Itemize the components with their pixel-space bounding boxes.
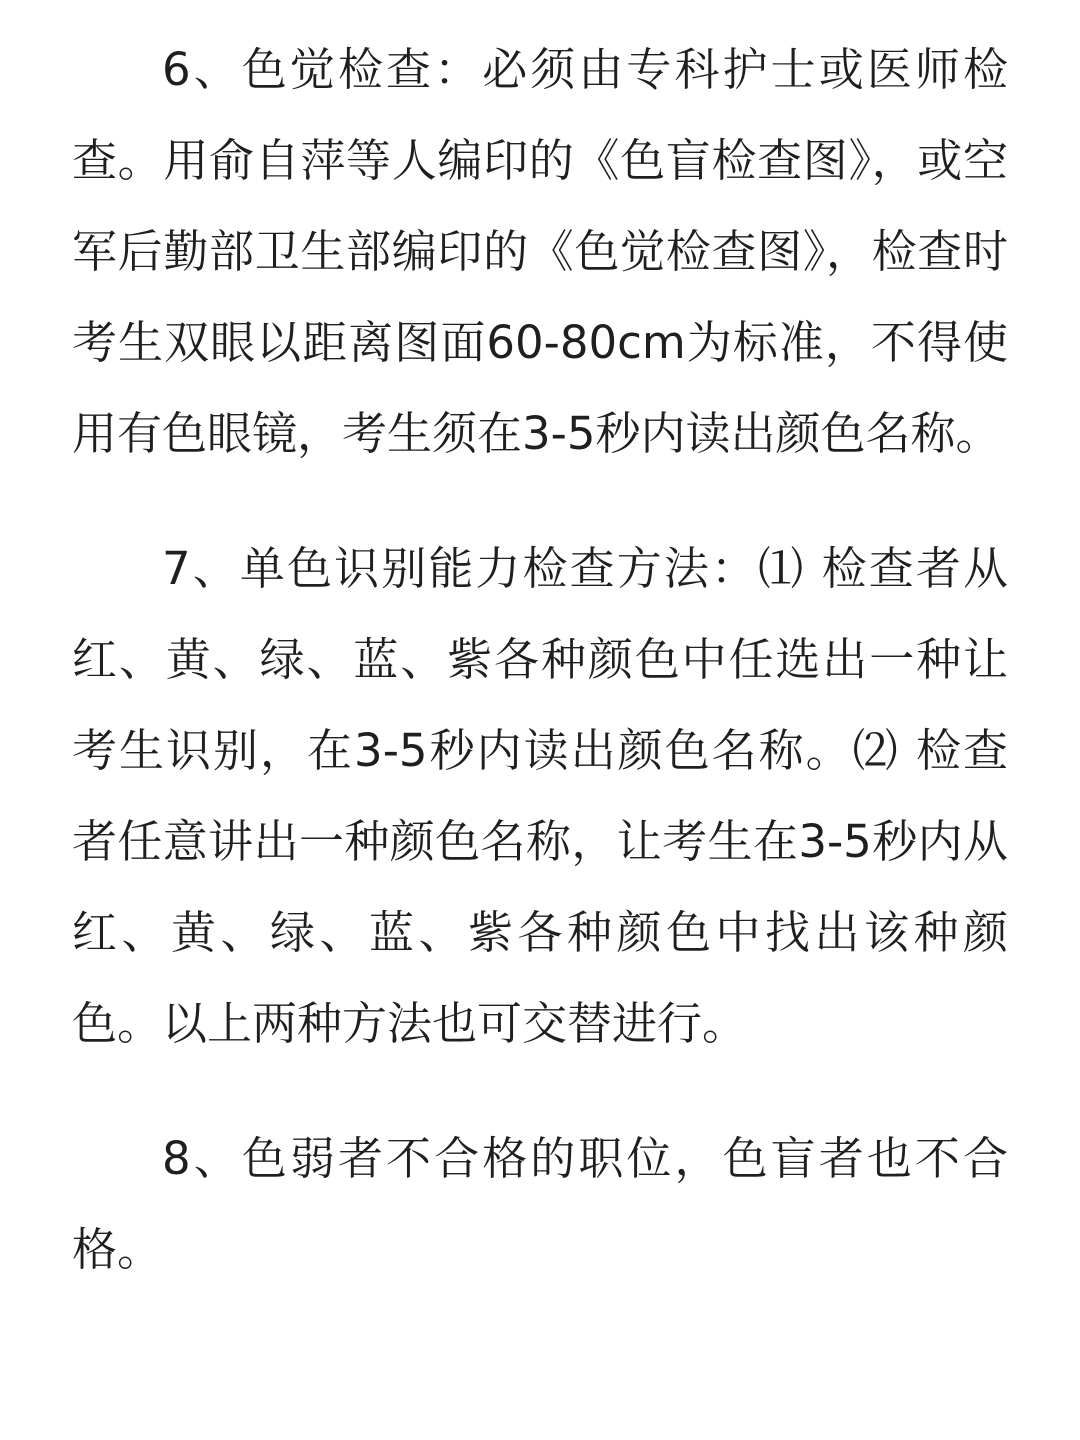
document-body bbox=[72, 24, 1008, 1295]
paragraph-single-color-method: 7、单色识别能力检查方法：⑴ 检查者从红、黄、绿、蓝、紫各种颜色中任选出一种让考生识别，在3-5秒内读出颜色名称。⑵ 检查者任意讲出一种颜色名称，让考生在3-5秒内从红、黄、绿、蓝、紫各种颜色中找出该种颜色。以上两种方法也可交替进行。 bbox=[72, 542, 1008, 1050]
paragraph-color-vision-exam: 6、色觉检查：必须由专科护士或医师检查。用俞自萍等人编印的《色盲检查图》，或空军后勤部卫生部编印的《色觉检查图》，检查时考生双眼以距离图面60-80cm为标准，不得使用有色眼镜，考生须在3-5秒内读出颜色名称。 bbox=[72, 43, 1008, 460]
paragraph-color-weak-rule: 8、色弱者不合格的职位，色盲者也不合格。 bbox=[72, 1132, 1008, 1276]
